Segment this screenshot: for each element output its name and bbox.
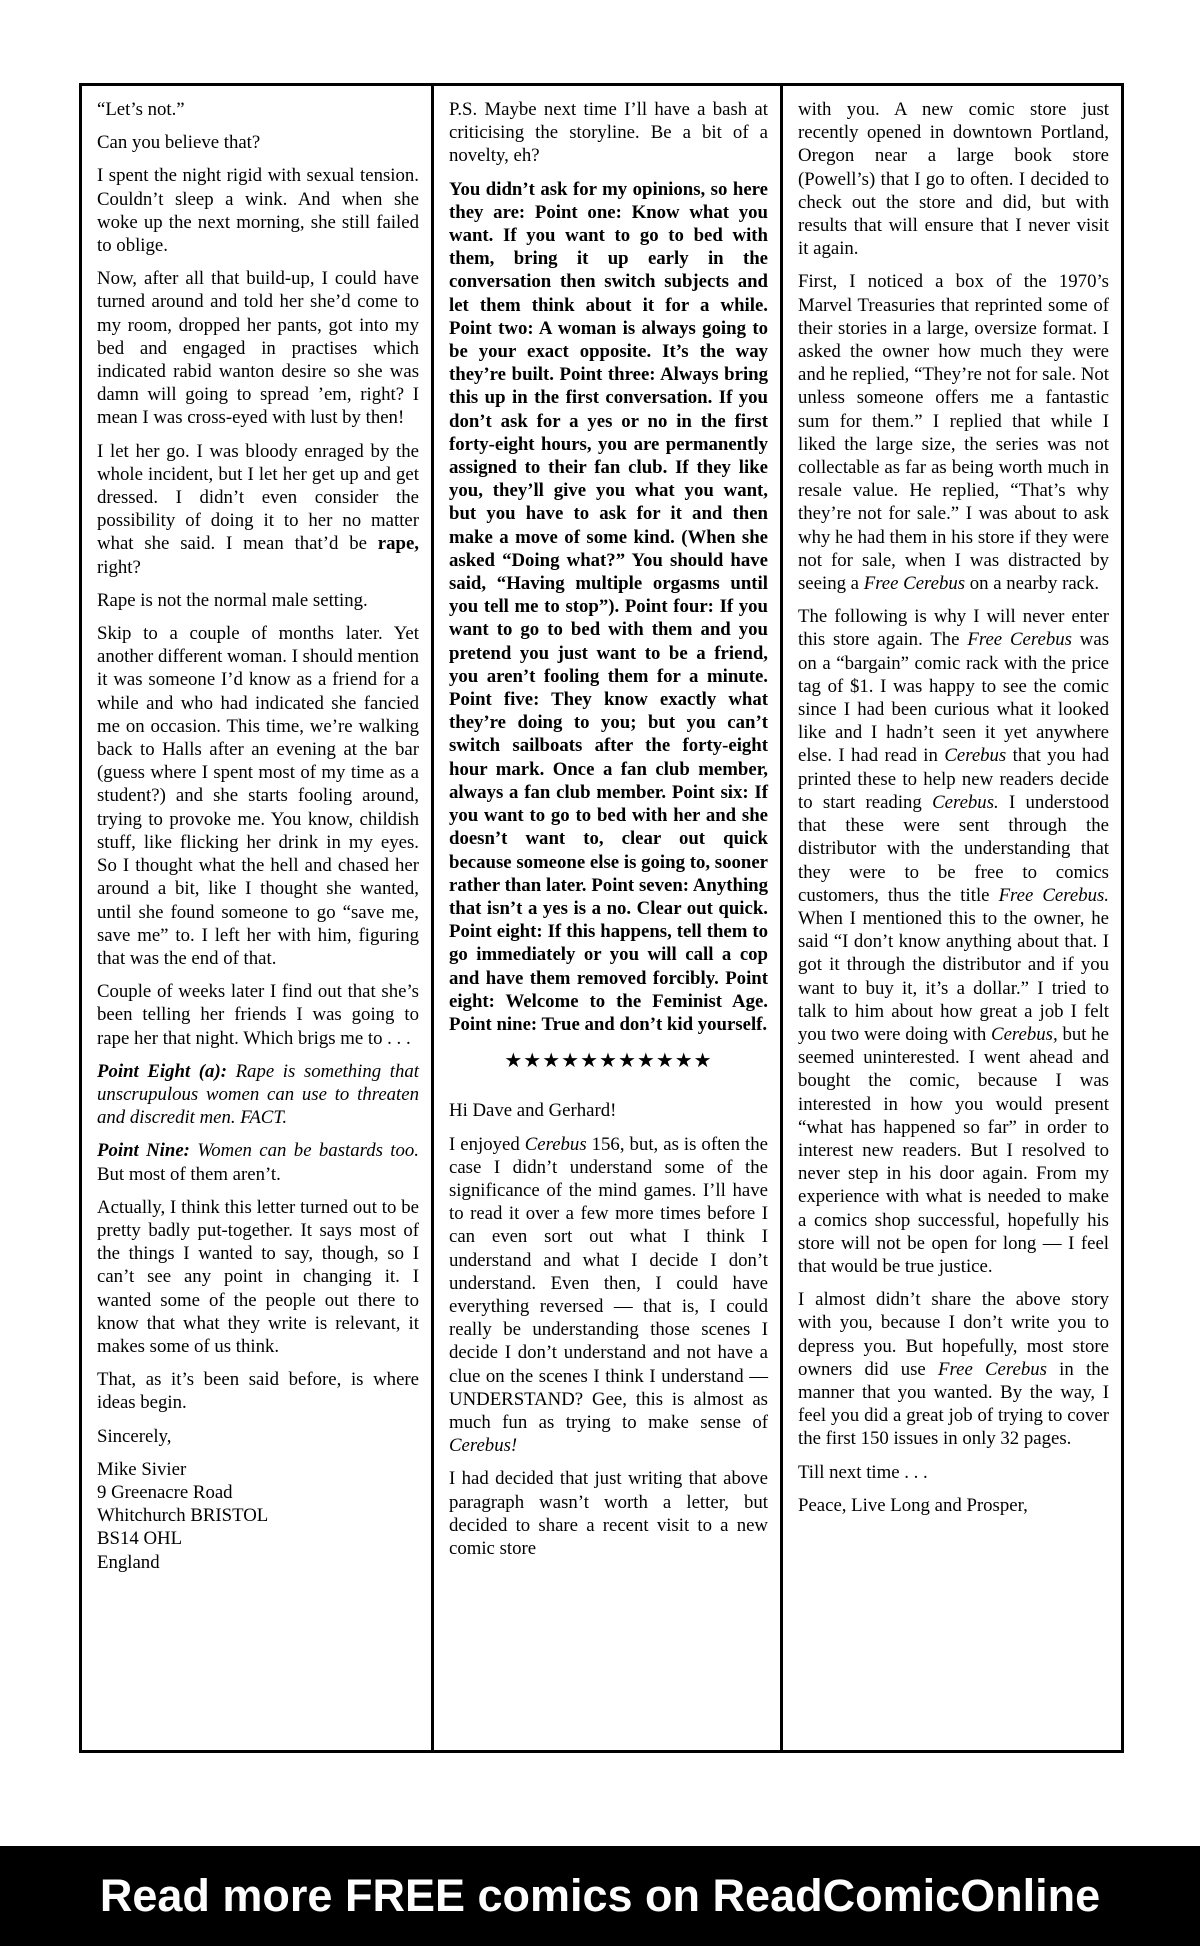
paragraph: I let her go. I was bloody enraged by the whole incident, but I let her get up and get dressed. I didn’t even consider the possibility of doing it to her no matter what she said. I mean that’d be rape, right?	[97, 440, 419, 578]
greeting: Hi Dave and Gerhard!	[449, 1100, 617, 1122]
paragraph-point-eight: Point Eight (a): Rape is something that unscrupulous women can use to threaten and discredit men. FACT.	[97, 1060, 419, 1129]
paragraph: That, as it’s been said before, is where ideas begin.	[97, 1369, 419, 1414]
paragraph: I had decided that just writing that above paragraph wasn’t worth a letter, but decided to share a recent visit to a new comic store	[449, 1468, 768, 1559]
paragraph: Rape is not the normal male setting.	[97, 589, 368, 611]
address-line: BS14 OHL	[97, 1528, 183, 1550]
paragraph-point-nine: Point Nine: Women can be bastards too. But most of them aren’t.	[97, 1140, 419, 1185]
address-line: Whitchurch BRISTOL	[97, 1505, 269, 1527]
paragraph: I enjoyed Cerebus 156, but, as is often the case I didn’t understand some of the significance of the mind games. I’ll have to read it over a few more times before I can even sort out what I think I understand and what I decide I don’t understand. Even then, I could have everything reversed — that is, I could really be understanding those scenes I decide I don’t understand and not have a clue on the scenes I think I understand — UNDERSTAND? Gee, this is almost as much fun as trying to make sense of Cerebus!	[449, 1133, 768, 1457]
paragraph: Now, after all that build-up, I could have turned around and told her she’d come to my room, dropped her pants, got into my bed and engaged in practises which indicated rabid wanton desire so she was damn will going to spread ’em, right? I mean I was cross-eyed with lust by then!	[97, 268, 419, 429]
promo-banner[interactable]: Read more FREE comics on ReadComicOnline	[0, 1846, 1200, 1946]
star-separator: ★★★★★★★★★★★	[504, 1050, 713, 1073]
paragraph: Actually, I think this letter turned out to be pretty badly put-together. It says most of the things I wanted to say, though, so I can’t see any point in changing it. I wanted some of the people out there to know that what they write is relevant, it makes some of us think.	[97, 1196, 419, 1357]
paragraph: The following is why I will never enter this store again. The Free Cerebus was on a “bargain” comic rack with the price tag of $1. I was happy to see the comic since I had been curious what it looked like and I hadn’t seen it yet anywhere else. I had read in Cerebus that you had printed these to help new readers decide to start reading Cerebus. I understood that these were sent through the distributor with the understanding that they were to be free to comics customers, thus the title Free Cerebus. When I mentioned this to the owner, he said “I don’t know anything about that. I got it through the distributor and if you want to buy it, it’s a dollar.” I tried to talk to him about how great a job I felt you two were doing with Cerebus, but he seemed uninterested. I went ahead and bought the comic, because I was interested in how you would present “what has happened so far” in order to interest new readers. But I resolved to never step in his door again. From my experience with what is needed to make a comics shop successful, hopefully his store will not be open for long — I feel that would be true justice.	[798, 606, 1110, 1277]
address-line: 9 Greenacre Road	[97, 1481, 233, 1503]
paragraph: P.S. Maybe next time I’ll have a bash at criticising the storyline. Be a bit of a novelty, eh?	[449, 99, 768, 167]
paragraph: “Let’s not.”	[97, 99, 185, 120]
paragraph: Skip to a couple of months later. Yet another different woman. I should mention it was someone I’d know as a friend for a while and who had indicated she fancied me on occasion. This time, we’re walking back to Halls after an evening at the bar (guess where I spent most of my time as a student?) and she starts fooling around, trying to provoke me. You know, childish stuff, like flicking her drink in my eyes. So I thought what the hell and chased her around a bit, like I thought she wanted, until she found someone to go “save me, save me” to. I left her with him, figuring that was the end of that.	[97, 623, 419, 969]
letters-column-frame	[79, 83, 1124, 1753]
address-line: England	[97, 1551, 160, 1573]
letter-column-2	[431, 86, 780, 1750]
paragraph: with you. A new comic store just recently opened in downtown Portland, Oregon near a large book store (Powell’s) that I go to often. I decided to check out the store and did, but with results that will ensure that I never visit it again.	[798, 99, 1109, 260]
paragraph: Couple of weeks later I find out that she’s been telling her friends I was going to rape her that night. Which brigs me to . . .	[97, 981, 419, 1049]
paragraph: I almost didn’t share the above story with you, because I don’t write you to depress you. But hopefully, most store owners did use Free Cerebus in the manner that you wanted. By the way, I feel you did a great job of trying to cover the first 150 issues in only 32 pages.	[798, 1289, 1109, 1450]
address-line: Mike Sivier	[97, 1458, 187, 1480]
letter-column-1	[82, 86, 431, 1750]
sign-off: Peace, Live Long and Prosper,	[798, 1494, 1028, 1516]
paragraph: Till next time . . .	[798, 1461, 928, 1483]
editor-reply: You didn’t ask for my opinions, so here they are: Point one: Know what you want. If you want to go to bed with them, bring it up early in the conversation then switch subjects and let them think about it for a while. Point two: A woman is always going to be your exact opposite. It’s the way they’re built. Point three: Always bring this up in the first conversation. If you don’t ask for a yes or no in the first forty-eight hours, you are permanently assigned to their fan club. If they like you, they’ll give you what you want, but you have to ask for it and then make a move of some kind. (When she asked “Doing what?” You should have said, “Having multiple orgasms until you tell me to stop”). Point four: If you want to go to bed with them and you pretend you just want to be a friend, you aren’t fooling them for a minute. Point five: They know exactly what they’re doing to you; but you can’t switch sailboats after the forty-eight hour mark. Once a fan club member, always a fan club member. Point six: If you want to go to bed with her and she doesn’t want to, clear out quick because someone else is going to, sooner rather than later. Point seven: Anything that isn’t a yes is a no. Clear out quick. Point eight: If this happens, tell them to go immediately or you will call a cop and have them removed forcibly. Point eight: Welcome to the Feminist Age. Point nine: True and don’t kid yourself.	[449, 178, 768, 1035]
paragraph: First, I noticed a box of the 1970’s Marvel Treasuries that reprinted some of their stories in a large, oversize format. I asked the owner how much they were and he replied, “They’re not for sale. Not unless someone offers me a fantastic sum for them.” I replied that while I liked the large size, the series was not collectable as far as being worth much in resale value. He replied, “That’s why they’re not for sale.” I was about to ask why he had them in his store if they were not for sale, when I was distracted by seeing a Free Cerebus on a nearby rack.	[798, 271, 1109, 595]
letter-column-3	[780, 86, 1121, 1750]
sign-off: Sincerely,	[97, 1425, 172, 1447]
paragraph: I spent the night rigid with sexual tension. Couldn’t sleep a wink. And when she woke up the next morning, she still failed to oblige.	[97, 165, 419, 257]
paragraph: Can you believe that?	[97, 132, 261, 154]
